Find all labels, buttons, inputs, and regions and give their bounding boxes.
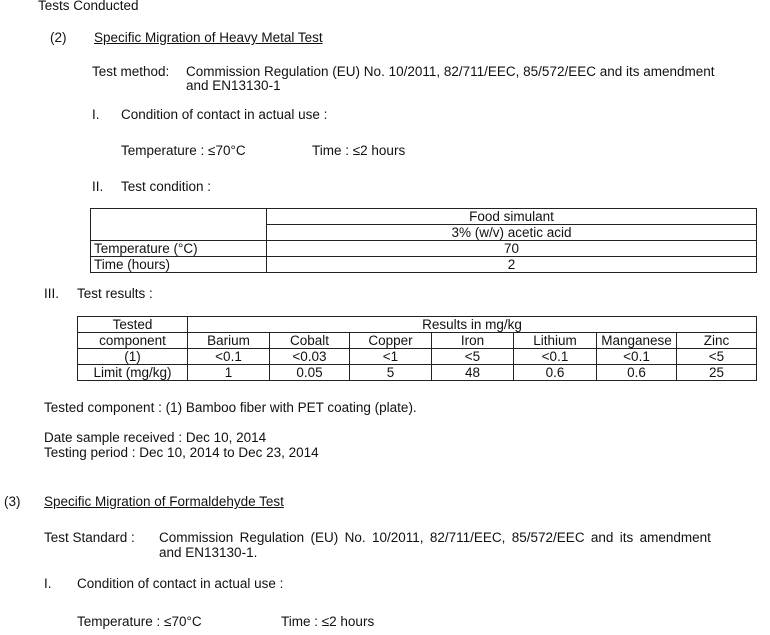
units-header: Results in mg/kg (188, 317, 757, 333)
date-received: Date sample received : Dec 10, 2014 (44, 430, 267, 445)
table-row (91, 209, 757, 225)
food-simulant-header: Food simulant (267, 209, 757, 225)
limit-cell: 5 (350, 365, 432, 381)
section-number: (3) (4, 494, 21, 509)
test-condition-title: Test condition : (121, 179, 212, 194)
tested-component-note: Tested component : (1) Bamboo fiber with PET coating (plate). (44, 400, 417, 415)
limit-cell: 0.6 (514, 365, 597, 381)
test-results-table (77, 316, 757, 381)
section-title: Specific Migration of Heavy Metal Test (94, 30, 323, 45)
table-row (78, 333, 757, 349)
test-standard-line1: Commission Regulation (EU) No. 10/2011, 82/711/EEC, 85/572/EEC and its amendment (159, 530, 711, 545)
table-row (91, 241, 757, 257)
test-condition-table (90, 208, 757, 273)
time-condition: Time : ≤2 hours (312, 143, 406, 158)
limit-cell: 0.05 (270, 365, 350, 381)
metal-header: Lithium (514, 333, 597, 349)
row-value: 2 (267, 257, 757, 273)
metal-header: Barium (188, 333, 270, 349)
table-row (78, 365, 757, 381)
metal-header: Zinc (677, 333, 757, 349)
time-condition: Time : ≤2 hours (281, 614, 375, 629)
simulant-name: 3% (w/v) acetic acid (267, 225, 757, 241)
test-method-label: Test method: (92, 64, 170, 79)
test-standard-label: Test Standard : (44, 530, 135, 545)
component-header: Tested (78, 317, 188, 333)
row-value: 70 (267, 241, 757, 257)
section-title: Specific Migration of Formaldehyde Test (44, 494, 284, 509)
empty-header-cell (91, 209, 267, 241)
result-cell: <0.1 (597, 349, 677, 365)
page-header: Tests Conducted (38, 0, 139, 13)
result-cell: <5 (432, 349, 514, 365)
row-label: (1) (78, 349, 188, 365)
test-method-line2: and EN13130-1 (186, 78, 281, 93)
test-condition-numeral: II. (92, 179, 104, 194)
metal-header: Copper (350, 333, 432, 349)
component-header: component (78, 333, 188, 349)
result-cell: <0.1 (188, 349, 270, 365)
table-row (78, 317, 757, 333)
metal-header: Iron (432, 333, 514, 349)
metal-header: Cobalt (270, 333, 350, 349)
row-label: Time (hours) (91, 257, 267, 273)
testing-period: Testing period : Dec 10, 2014 to Dec 23, 2014 (44, 445, 319, 460)
metal-header: Manganese (597, 333, 677, 349)
temperature-condition: Temperature : ≤70°C (121, 143, 246, 158)
condition-numeral: I. (44, 576, 52, 591)
limit-cell: 25 (677, 365, 757, 381)
section-number: (2) (50, 30, 67, 45)
row-label: Temperature (°C) (91, 241, 267, 257)
test-standard-line2: and EN13130-1. (159, 545, 258, 560)
temperature-condition: Temperature : ≤70°C (77, 614, 202, 629)
limit-cell: 48 (432, 365, 514, 381)
test-method-line1: Commission Regulation (EU) No. 10/2011, 82/711/EEC, 85/572/EEC and its amendment (186, 64, 715, 79)
result-cell: <0.03 (270, 349, 350, 365)
row-label: Limit (mg/kg) (78, 365, 188, 381)
result-cell: <0.1 (514, 349, 597, 365)
result-cell: <5 (677, 349, 757, 365)
condition-title: Condition of contact in actual use : (121, 107, 328, 122)
condition-title: Condition of contact in actual use : (77, 576, 284, 591)
results-title: Test results : (77, 286, 153, 301)
condition-numeral: I. (92, 107, 100, 122)
limit-cell: 0.6 (597, 365, 677, 381)
table-row (78, 349, 757, 365)
result-cell: <1 (350, 349, 432, 365)
results-numeral: III. (44, 286, 60, 301)
limit-cell: 1 (188, 365, 270, 381)
table-row (91, 257, 757, 273)
